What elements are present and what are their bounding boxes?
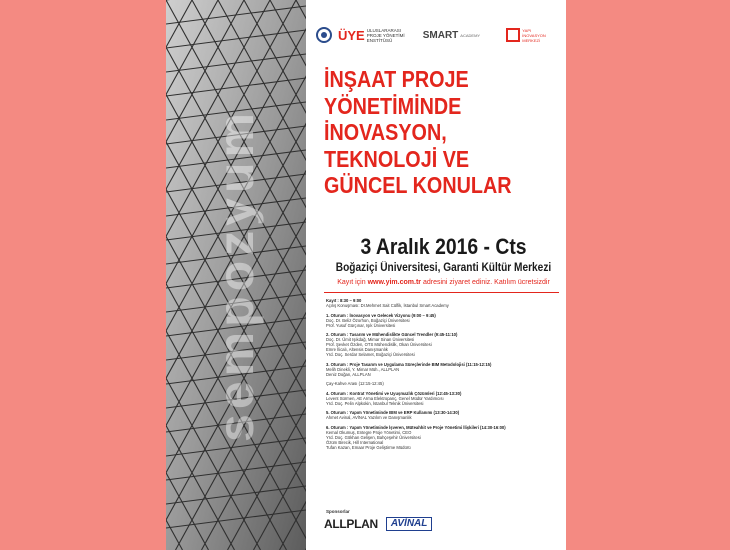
session-line: Doç. Dr. Ümit Işıkdağ, Mimar Sinan Üniversitesi bbox=[326, 337, 415, 342]
session-heading: 2. Oturum : Tasarım ve Mühendislikte Güncel Trendler (9:45-11:10) bbox=[326, 332, 458, 337]
session-line: Ahmet Avinal, AVİNAL Yazılım ve Danışmanlık bbox=[326, 415, 412, 420]
registration-note bbox=[316, 279, 566, 286]
session-line: Yrd. Doç. Gökhan Gelişen, Bahçeşehir Üniversitesi bbox=[326, 434, 421, 440]
smart-logo-mark: SMART bbox=[422, 29, 459, 41]
yim-logo-text: YAPI İNOVASYON MERKEZİ bbox=[522, 27, 546, 43]
registration-url[interactable]: www.yim.com.tr bbox=[367, 279, 421, 286]
session-heading: 3. Oturum : Proje Tasarım ve Uygulama Süreçlerinde BIM Metodolojisi (11:15-12:15) bbox=[326, 361, 492, 367]
program-session bbox=[326, 313, 561, 328]
logo-bar bbox=[316, 20, 561, 50]
program-session bbox=[326, 332, 561, 357]
program-schedule bbox=[326, 298, 561, 454]
headline-line: İNOVASYON, bbox=[324, 119, 447, 146]
session-line: Doç. Dr. Beliz Özorhon, Boğaziçi Üniversitesi bbox=[326, 317, 410, 323]
session-heading: 4. Oturum : Kontrat Yönetimi ve Uyuşmazlık Çözümleri (12:45-13:30) bbox=[326, 390, 462, 396]
session-heading: 1. Oturum : İnovasyon ve Gelecek Vizyonu (9:00 – 9:45) bbox=[326, 312, 436, 318]
session-line: Yrd. Doç. Serdar Selamet, Boğaziçi Üniversitesi bbox=[326, 352, 415, 357]
session-line: Kemal Okumuş, Entegre Proje Yönetimi, CEO bbox=[326, 429, 412, 435]
session-line: Emre İlicalı, Altensis Danışmanlık bbox=[326, 347, 388, 352]
event-headline bbox=[324, 66, 512, 199]
program-session bbox=[326, 362, 561, 377]
smart-logo-text: ACADEMY bbox=[460, 32, 481, 38]
session-line: Melih Dinekli, Y. Mimar Müh., ALLPLAN bbox=[326, 366, 400, 372]
vertical-title: sempozyum bbox=[208, 108, 264, 442]
divider bbox=[324, 292, 559, 293]
program-session bbox=[326, 298, 561, 308]
session-heading: 5. Oturum : Yapım Yönetiminde BIM ve ERP Kullanımı (13:30-14:30) bbox=[326, 410, 460, 415]
uye-logo-mark: ÜYE bbox=[338, 27, 365, 43]
program-session bbox=[326, 425, 561, 450]
headline-line: TEKNOLOJİ VE bbox=[324, 145, 470, 172]
session-heading: Kayıt : 8:30 – 9:00 bbox=[326, 298, 362, 303]
registration-suffix: adresini ziyaret ediniz. Katılım ücretsizdir bbox=[422, 279, 550, 286]
program-session bbox=[326, 391, 561, 406]
session-line: Prof. Yusuf Gürçınar, Işık Üniversitesi bbox=[326, 322, 396, 328]
avinal-logo: AVİNAL bbox=[386, 517, 432, 531]
sponsor-logos bbox=[324, 517, 432, 531]
session-line: Tufan Kazan, Emaar Proje Geliştirme Müdürü bbox=[326, 444, 411, 450]
program-session bbox=[326, 381, 561, 386]
uye-logo bbox=[338, 28, 417, 43]
smart-academy-logo bbox=[423, 30, 501, 41]
sponsors-label: Sponsorlar bbox=[326, 509, 350, 514]
session-line: Prof. Şevket Özden, OTS Mühendislik, Okan Üniversitesi bbox=[326, 342, 432, 347]
university-seal-logo bbox=[316, 27, 332, 43]
architecture-photo bbox=[166, 0, 306, 550]
yim-logo bbox=[506, 28, 546, 43]
headline-line: İNŞAAT PROJE bbox=[324, 66, 469, 92]
uye-logo-text: ULUSLARARASI PROJE YÖNETİMİ ENSTİTÜSÜ bbox=[366, 27, 405, 43]
session-line: Özüm Birecik, Hill International bbox=[326, 439, 384, 445]
session-line: Levent Sürmen, AE Arma Elektropanç, Genel Müdür Yardımcısı bbox=[326, 395, 444, 401]
session-line: Açılış Konuşması: Dr.Mehmet Sait Cülfik, İstanbul Smart Academy bbox=[326, 303, 449, 308]
headline-line: GÜNCEL KONULAR bbox=[324, 172, 512, 199]
yim-logo-mark bbox=[506, 28, 520, 42]
session-line: Çay-Kahve Arası (12:15-12:45) bbox=[326, 381, 384, 386]
session-line: Yrd. Doç. Pelin Alpkokin, İstanbul Teknik Üniversitesi bbox=[326, 400, 424, 406]
event-venue: Boğaziçi Üniversitesi, Garanti Kültür Merkezi bbox=[335, 262, 552, 274]
event-date: 3 Aralık 2016 - Cts bbox=[360, 234, 527, 259]
headline-line: YÖNETİMİNDE bbox=[324, 92, 462, 119]
session-line: Deniz Doğan, ALLPLAN bbox=[326, 371, 371, 377]
program-session bbox=[326, 410, 561, 420]
registration-prefix: Kayıt için bbox=[337, 279, 366, 286]
poster bbox=[166, 0, 566, 550]
allplan-logo: ALLPLAN bbox=[324, 517, 378, 531]
session-heading: 6. Oturum : Yapım Yönetiminde İşveren, Müteahhit ve Proje Yönetimi İlişkileri (14:30-16:00) bbox=[326, 424, 506, 430]
